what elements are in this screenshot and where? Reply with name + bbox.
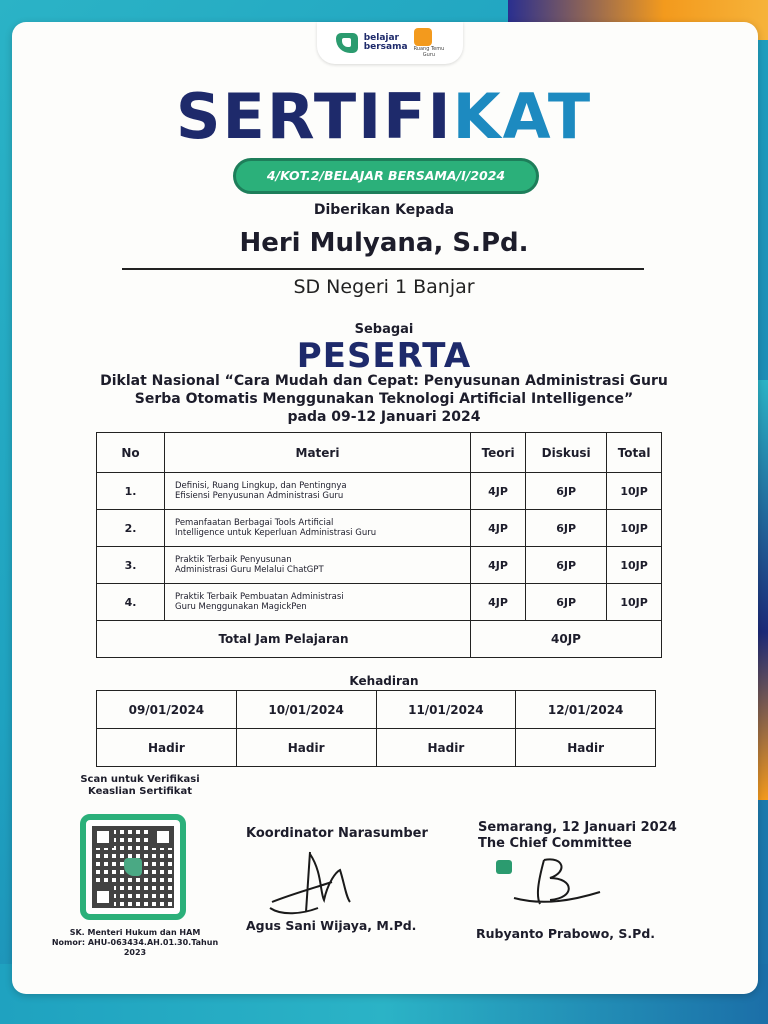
total-row (97, 621, 662, 658)
event-description (90, 372, 678, 426)
coordinator-title: Koordinator Narasumber (246, 826, 428, 841)
attendance-dates-row (97, 691, 656, 729)
materi-line-1: Pemanfaatan Berbagai Tools Artificial (175, 518, 334, 528)
header-logo (317, 22, 463, 64)
verification-qr-code[interactable] (80, 814, 186, 920)
row-no: 1. (97, 473, 165, 510)
row-materi (165, 584, 471, 621)
title-part-2: KAT (452, 80, 593, 153)
attendance-status: Hadir (376, 729, 516, 767)
coordinator-name: Agus Sani Wijaya, M.Pd. (246, 918, 417, 933)
attendance-status: Hadir (516, 729, 656, 767)
title-part-1: SERTIFI (175, 80, 453, 153)
attendance-date: 11/01/2024 (376, 691, 516, 729)
sk-line-3: 2023 (123, 948, 147, 957)
materi-line-2: Administrasi Guru Melalui ChatGPT (175, 565, 324, 575)
row-no: 2. (97, 510, 165, 547)
attendance-status: Hadir (236, 729, 376, 767)
table-row (97, 547, 662, 584)
attendance-date: 10/01/2024 (236, 691, 376, 729)
qr-finder-bottom-left (92, 886, 114, 908)
chief-name: Rubyanto Prabowo, S.Pd. (476, 926, 656, 941)
city-date: Semarang, 12 Januari 2024 (478, 820, 677, 835)
qr-code-icon (92, 826, 174, 908)
row-no: 3. (97, 547, 165, 584)
sk-line-1: SK. Menteri Hukum dan HAM (69, 928, 201, 937)
header-no: No (97, 433, 165, 473)
chief-title: The Chief Committee (478, 836, 632, 851)
recipient-school: SD Negeri 1 Banjar (293, 276, 475, 298)
row-materi (165, 547, 471, 584)
row-total: 10JP (607, 584, 662, 621)
materi-line-1: Praktik Terbaik Pembuatan Administrasi (175, 592, 344, 602)
qr-center-logo-icon (124, 858, 142, 876)
certificate-number: 4/KOT.2/BELAJAR BERSAMA/I/2024 (233, 158, 539, 194)
row-total: 10JP (607, 510, 662, 547)
coordinator-signature-icon (262, 842, 382, 920)
event-line-2: Serba Otomatis Menggunakan Teknologi Artificial Intelligence” (134, 391, 634, 407)
event-line-1: Diklat Nasional “Cara Mudah dan Cepat: Penyusunan Administrasi Guru (100, 373, 668, 389)
belajar-bersama-logo-icon (336, 33, 358, 53)
chief-signature-icon (494, 852, 604, 912)
row-diskusi: 6JP (526, 547, 607, 584)
materi-table (96, 432, 662, 658)
logo-sub-1: Ruang Temu (413, 46, 445, 52)
sk-line-2: Nomor: AHU-063434.AH.01.30.Tahun (51, 938, 219, 947)
given-to-label: Diberikan Kepada (313, 202, 455, 218)
scan-line-2: Keaslian Sertifikat (88, 786, 192, 797)
attendance-title: Kehadiran (349, 674, 419, 688)
attendance-status: Hadir (97, 729, 237, 767)
row-total: 10JP (607, 473, 662, 510)
row-diskusi: 6JP (526, 473, 607, 510)
scan-instruction (60, 774, 220, 798)
qr-finder-top-right (152, 826, 174, 848)
ruang-temu-guru-logo-icon (414, 28, 432, 46)
total-value: 40JP (471, 621, 662, 658)
attendance-table (96, 690, 656, 767)
row-materi (165, 473, 471, 510)
name-underline (122, 268, 644, 270)
logo-word-1: belajar (363, 33, 399, 43)
attendance-date: 09/01/2024 (97, 691, 237, 729)
row-teori: 4JP (471, 473, 526, 510)
total-label: Total Jam Pelajaran (97, 621, 471, 658)
materi-line-2: Guru Menggunakan MagickPen (175, 602, 307, 612)
row-teori: 4JP (471, 510, 526, 547)
recipient-name: Heri Mulyana, S.Pd. (239, 228, 529, 258)
materi-table-header (97, 433, 662, 473)
row-materi (165, 510, 471, 547)
legal-registration (40, 928, 230, 958)
event-line-3: pada 09-12 Januari 2024 (287, 409, 481, 425)
scan-line-1: Scan untuk Verifikasi (80, 774, 200, 785)
row-no: 4. (97, 584, 165, 621)
attendance-date: 12/01/2024 (516, 691, 656, 729)
row-teori: 4JP (471, 547, 526, 584)
materi-line-2: Efisiensi Penyusunan Administrasi Guru (175, 491, 344, 501)
header-diskusi: Diskusi (526, 433, 607, 473)
role-title: PESERTA (296, 336, 472, 376)
materi-line-2: Intelligence untuk Keperluan Administrasi Guru (175, 528, 377, 538)
materi-line-1: Praktik Terbaik Penyusunan (175, 555, 292, 565)
header-total: Total (607, 433, 662, 473)
as-label: Sebagai (354, 322, 414, 337)
qr-finder-top-left (92, 826, 114, 848)
attendance-status-row (97, 729, 656, 767)
table-row (97, 510, 662, 547)
logo-sub-2: Guru (422, 52, 436, 58)
header-materi: Materi (165, 433, 471, 473)
logo-word-2: bersama (363, 42, 408, 52)
row-diskusi: 6JP (526, 584, 607, 621)
certificate-title (0, 80, 768, 153)
row-teori: 4JP (471, 584, 526, 621)
table-row (97, 584, 662, 621)
materi-line-1: Definisi, Ruang Lingkup, dan Pentingnya (175, 481, 347, 491)
header-teori: Teori (471, 433, 526, 473)
table-row (97, 473, 662, 510)
row-diskusi: 6JP (526, 510, 607, 547)
row-total: 10JP (607, 547, 662, 584)
